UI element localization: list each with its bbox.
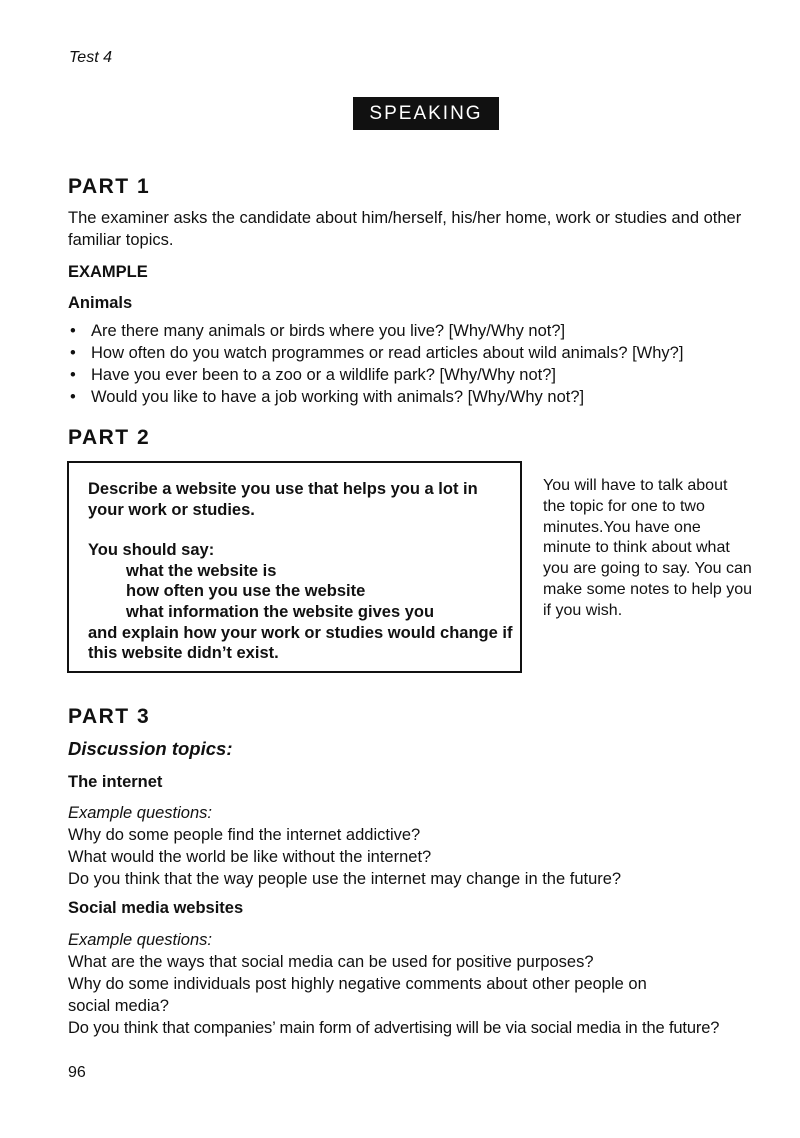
list-item: Why do some people find the internet addictive?	[68, 826, 421, 844]
page-number: 96	[68, 1064, 86, 1081]
example-questions-label: Example questions:	[68, 804, 212, 822]
part2-instructions: You will have to talk about the topic for one to two minutes.You have one minute to think about what you are going to say. You can make some notes to help you if you wish.	[543, 477, 753, 619]
part3-topic-heading: The internet	[68, 773, 163, 791]
list-item: • Are there many animals or birds where you live? [Why/Why not?]	[67, 320, 683, 342]
cue-card	[67, 461, 522, 673]
list-item: • Would you like to have a job working with animals? [Why/Why not?]	[67, 386, 683, 408]
part3-topic-questions	[68, 802, 783, 890]
cue-card-should-say: You should say:	[88, 541, 215, 560]
example-questions-label: Example questions:	[68, 931, 212, 949]
list-item: Do you think that companies’ main form of advertising will be via social media in the future?	[68, 1019, 720, 1037]
part3-topic-questions	[68, 929, 788, 1039]
list-item: Why do some individuals post highly negative comments about other people on social media?	[68, 975, 647, 1015]
part3-title: PART 3	[68, 705, 151, 728]
list-item: What are the ways that social media can be used for positive purposes?	[68, 953, 594, 971]
cue-card-point: how often you use the website	[126, 582, 366, 601]
cue-card-closing: and explain how your work or studies would change if this website didn’t exist.	[88, 623, 513, 663]
part1-question-list	[67, 320, 683, 408]
list-item: What would the world be like without the internet?	[68, 848, 432, 866]
part2-title: PART 2	[68, 426, 151, 449]
cue-card-point: what information the website gives you	[126, 602, 435, 621]
part1-title: PART 1	[68, 175, 151, 198]
list-item: Do you think that the way people use the internet may change in the future?	[68, 870, 622, 888]
part3-discussion-label: Discussion topics:	[68, 738, 233, 759]
part1-example-label: EXAMPLE	[68, 263, 148, 281]
list-item: • How often do you watch programmes or read articles about wild animals? [Why?]	[67, 342, 683, 364]
cue-card-task: Describe a website you use that helps you a lot in your work or studies.	[88, 480, 478, 519]
section-banner: SPEAKING	[353, 97, 499, 130]
cue-card-point: what the website is	[126, 561, 277, 580]
part1-topic: Animals	[68, 294, 133, 312]
part1-intro: The examiner asks the candidate about him/herself, his/her home, work or studies and other familiar topics.	[68, 209, 742, 249]
part3-topic-heading: Social media websites	[68, 899, 244, 917]
list-item: • Have you ever been to a zoo or a wildlife park? [Why/Why not?]	[67, 364, 683, 386]
test-label: Test 4	[69, 49, 112, 66]
